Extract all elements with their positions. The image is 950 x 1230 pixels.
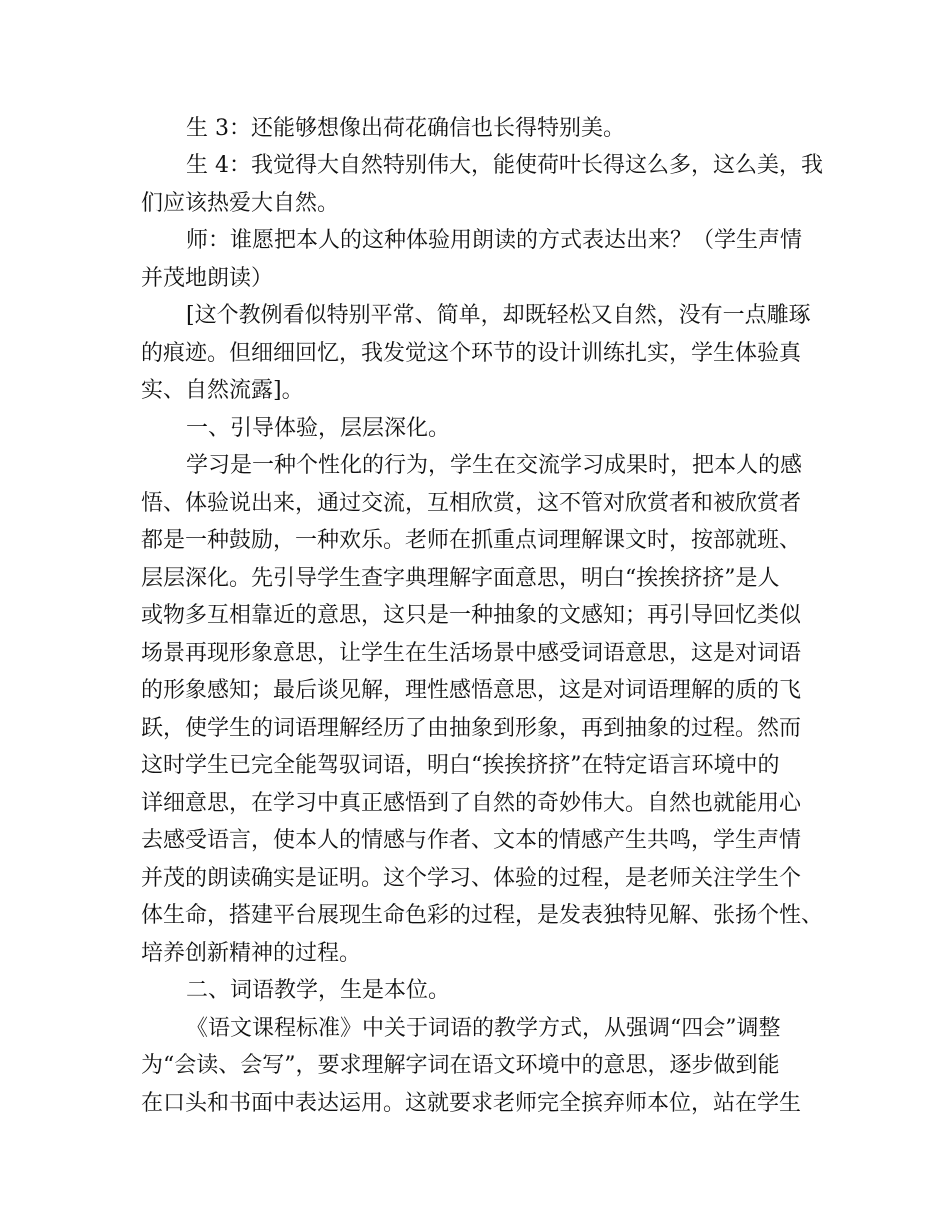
- text-line: 在口头和书面中表达运用。这就要求老师完全摈弃师本位，站在学生: [141, 1091, 802, 1116]
- text-line: 都是一种鼓励，一种欢乐。老师在抓重点词理解课文时，按部就班、: [141, 528, 802, 553]
- text-line: 并茂地朗读）: [141, 266, 274, 291]
- text-line: [这个教例看似特别平常、简单，却既轻松又自然，没有一点雕琢: [186, 303, 811, 328]
- section-heading: 二、词语教学，生是本位。: [186, 978, 451, 1003]
- text-line: 的痕迹。但细细回忆，我发觉这个环节的设计训练扎实，学生体验真: [141, 341, 802, 366]
- text-line: 这时学生已完全能驾驭词语，明白“挨挨挤挤”在特定语言环境中的: [141, 753, 780, 778]
- text-line: 跃，使学生的词语理解经历了由抽象到形象，再到抽象的过程。然而: [141, 716, 802, 741]
- text-line: 《语文课程标准》中关于词语的教学方式，从强调“四会”调整: [186, 1016, 781, 1041]
- text-line: 为“会读、会写”，要求理解字词在语文环境中的意思，逐步做到能: [141, 1053, 780, 1078]
- text-line: 体生命，搭建平台展现生命色彩的过程，是发表独特见解、张扬个性、: [141, 903, 824, 928]
- text-line: 的形象感知；最后谈见解，理性感悟意思，这是对词语理解的质的飞: [141, 678, 802, 703]
- text-line: 师：谁愿把本人的这种体验用朗读的方式表达出来？（学生声情: [186, 228, 803, 253]
- text-line: 生 4：我觉得大自然特别伟大，能使荷叶长得这么多，这么美，我: [186, 153, 823, 178]
- text-line: 悟、体验说出来，通过交流，互相欣赏，这不管对欣赏者和被欣赏者: [141, 491, 802, 516]
- text-line: 去感受语言，使本人的情感与作者、文本的情感产生共鸣，学生声情: [141, 828, 802, 853]
- section-heading: 一、引导体验，层层深化。: [186, 416, 451, 441]
- text-line: 层层深化。先引导学生查字典理解字面意思，明白“挨挨挤挤”是人: [141, 566, 780, 591]
- text-line: 详细意思，在学习中真正感悟到了自然的奇妙伟大。自然也就能用心: [141, 791, 802, 816]
- text-line: 或物多互相靠近的意思，这只是一种抽象的文感知；再引导回忆类似: [141, 603, 802, 628]
- text-line: 学习是一种个性化的行为，学生在交流学习成果时，把本人的感: [186, 453, 803, 478]
- text-line: 培养创新精神的过程。: [141, 941, 362, 966]
- text-line: 们应该热爱大自然。: [141, 191, 340, 216]
- text-line: 实、自然流露]。: [141, 378, 304, 403]
- text-line: 场景再现形象意思，让学生在生活场景中感受词语意思，这是对词语: [141, 641, 802, 666]
- text-line: 并茂的朗读确实是证明。这个学习、体验的过程，是老师关注学生个: [141, 866, 802, 891]
- text-line: 生 3：还能够想像出荷花确信也长得特别美。: [186, 116, 625, 141]
